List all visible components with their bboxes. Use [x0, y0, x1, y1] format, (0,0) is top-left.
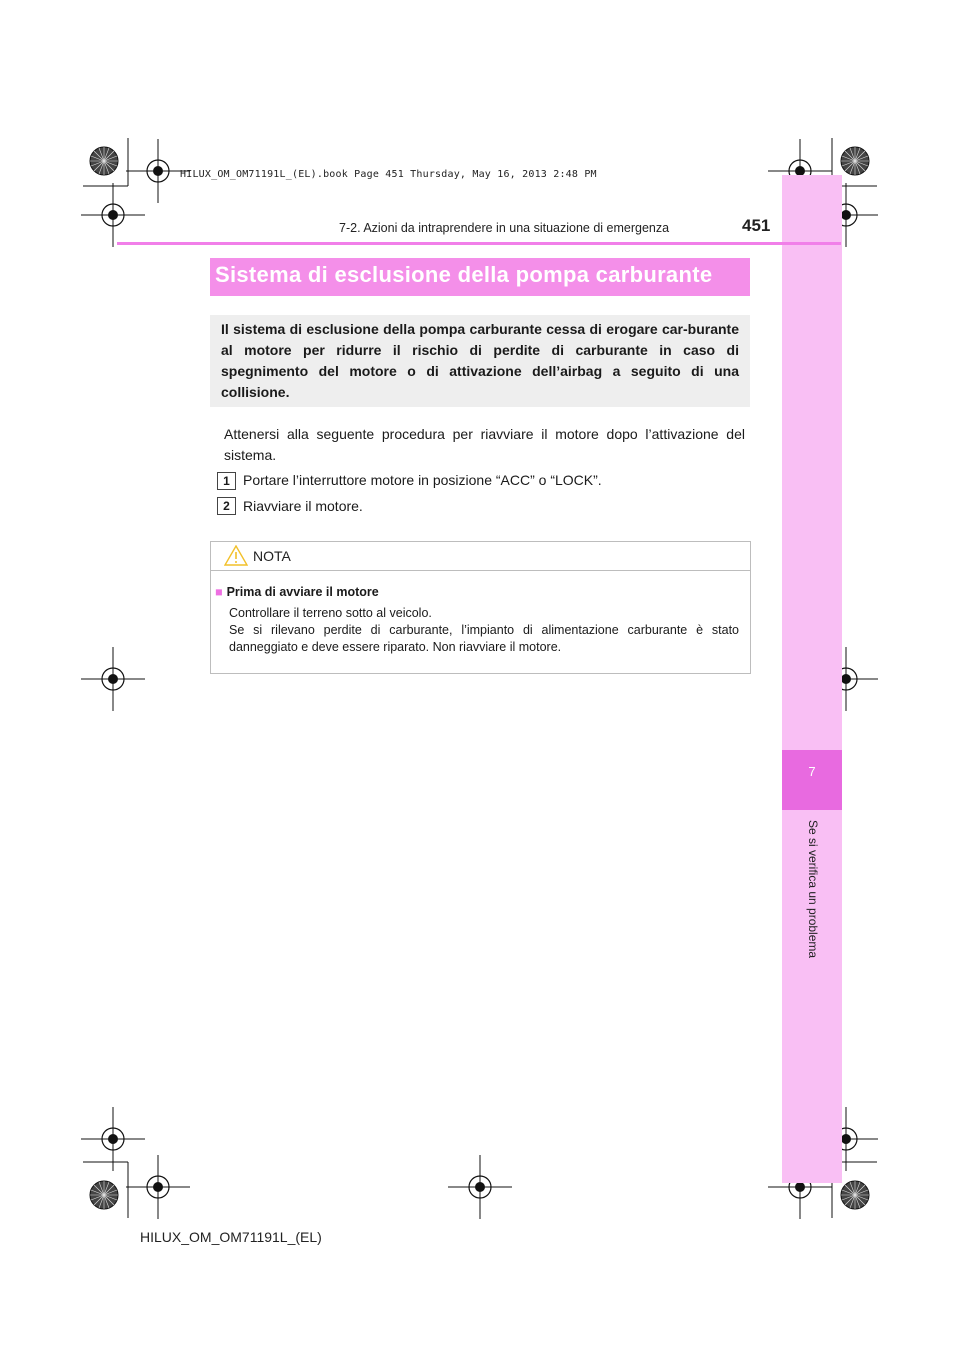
step-number-badge: 1: [217, 472, 236, 490]
section-header: 7-2. Azioni da intraprendere in una situazione di emergenza: [339, 221, 670, 235]
warning-triangle-icon: [224, 545, 248, 566]
header-rule: [117, 242, 841, 245]
page-number: 451: [742, 216, 771, 235]
footer-manual-code: HILUX_OM_OM71191L_(EL): [140, 1229, 322, 1245]
step-text: Riavviare il motore.: [243, 498, 363, 514]
print-book-info: HILUX_OM_OM71191L_(EL).book Page 451 Thursday, May 16, 2013 2:48 PM: [180, 169, 597, 180]
square-bullet-icon: ■: [215, 585, 223, 599]
step-number-badge: 2: [217, 497, 236, 515]
nota-heading-text: Prima di avviare il motore: [226, 585, 379, 599]
body-paragraph: Attenersi alla seguente procedura per riavviare il motore dopo l’attivazione del sistema.: [224, 426, 745, 463]
chapter-title: Se si verifica un problema: [806, 820, 820, 959]
nota-heading: [215, 585, 379, 599]
nota-title: NOTA: [253, 548, 291, 564]
chapter-number-box: [782, 750, 842, 810]
nota-divider: [210, 570, 751, 571]
chapter-side-tab: [782, 175, 842, 1183]
nota-line: Se si rilevano perdite di carburante, l’impianto di alimentazione carburante è stato danneggiato e deve essere riparato. Non riavviare il motore.: [229, 623, 739, 654]
page-title: Sistema di esclusione della pompa carburante: [215, 262, 713, 287]
intro-text: Il sistema di esclusione della pompa carburante cessa di erogare car-burante al motore per ridurre il rischio di perdite di carburante in caso di spegnimento del motore o di attivazione dell’airbag a seguito di una collisione.: [221, 321, 739, 400]
chapter-number: 7: [808, 764, 816, 779]
nota-line: Controllare il terreno sotto al veicolo.: [229, 606, 432, 620]
step-text: Portare l’interruttore motore in posizione “ACC” o “LOCK”.: [243, 472, 602, 488]
nota-body: [229, 605, 739, 656]
